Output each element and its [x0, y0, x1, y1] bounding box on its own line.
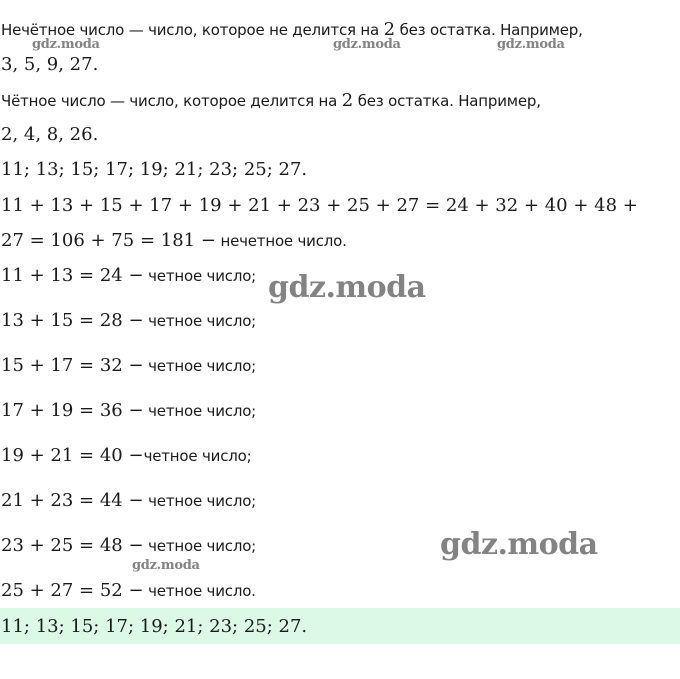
sum-line-2-math: 27 = 106 + 75 = 181 − [1, 230, 216, 251]
sum-line-2-text: нечетное число. [215, 232, 347, 250]
watermark-logo: gdz.moda [497, 37, 565, 52]
odd-examples: 3, 5, 9, 27. [1, 54, 99, 75]
pair-label: четное число. [143, 582, 256, 600]
watermark-logo: gdz.moda [32, 37, 100, 52]
even-definition-tail: без остатка. Например, [353, 92, 541, 110]
pair-line [1, 537, 256, 555]
even-definition [1, 92, 541, 110]
answer-line: 11; 13; 15; 17; 19; 21; 23; 25; 27. [1, 616, 308, 637]
pair-expression: 17 + 19 = 36 − [1, 400, 144, 421]
pair-expression: 21 + 23 = 44 − [1, 490, 144, 511]
pair-expression: 11 + 13 = 24 − [1, 265, 144, 286]
number-sequence: 11; 13; 15; 17; 19; 21; 23; 25; 27. [1, 159, 308, 180]
pair-label: четное число; [143, 537, 257, 555]
odd-definition-number: 2 [383, 19, 396, 40]
watermark-logo-large: gdz.moda [440, 527, 598, 562]
watermark-logo: gdz.moda [132, 558, 200, 573]
pair-expression: 13 + 15 = 28 − [1, 310, 144, 331]
odd-definition-text: Нечётное число — число, которое не делится на [1, 21, 384, 39]
pair-expression: 25 + 27 = 52 − [1, 580, 144, 601]
pair-line [1, 267, 256, 285]
pair-label: четное число; [143, 492, 257, 510]
pair-label: четное число; [143, 402, 257, 420]
sum-line-1: 11 + 13 + 15 + 17 + 19 + 21 + 23 + 25 + 27 = 24 + 32 + 40 + 48 + [1, 195, 638, 216]
pair-label: четное число; [143, 447, 252, 465]
watermark-logo-large: gdz.moda [268, 270, 426, 305]
pair-line [1, 492, 256, 510]
pair-line [1, 312, 256, 330]
pair-label: четное число; [143, 357, 257, 375]
pair-line [1, 357, 256, 375]
even-examples: 2, 4, 8, 26. [1, 124, 99, 145]
pair-expression: 23 + 25 = 48 − [1, 535, 144, 556]
pair-line [1, 582, 256, 600]
sum-line-2 [1, 232, 347, 250]
pair-label: четное число; [143, 267, 257, 285]
pair-line [1, 402, 256, 420]
pair-line [1, 447, 251, 465]
watermark-logo: gdz.moda [333, 37, 401, 52]
pair-label: четное число; [143, 312, 257, 330]
even-definition-text: Чётное число — число, которое делится на [1, 92, 342, 110]
pair-expression: 15 + 17 = 32 − [1, 355, 144, 376]
even-definition-number: 2 [341, 90, 354, 111]
odd-definition-tail: без остатка. Например, [395, 21, 583, 39]
pair-expression: 19 + 21 = 40 − [1, 445, 144, 466]
